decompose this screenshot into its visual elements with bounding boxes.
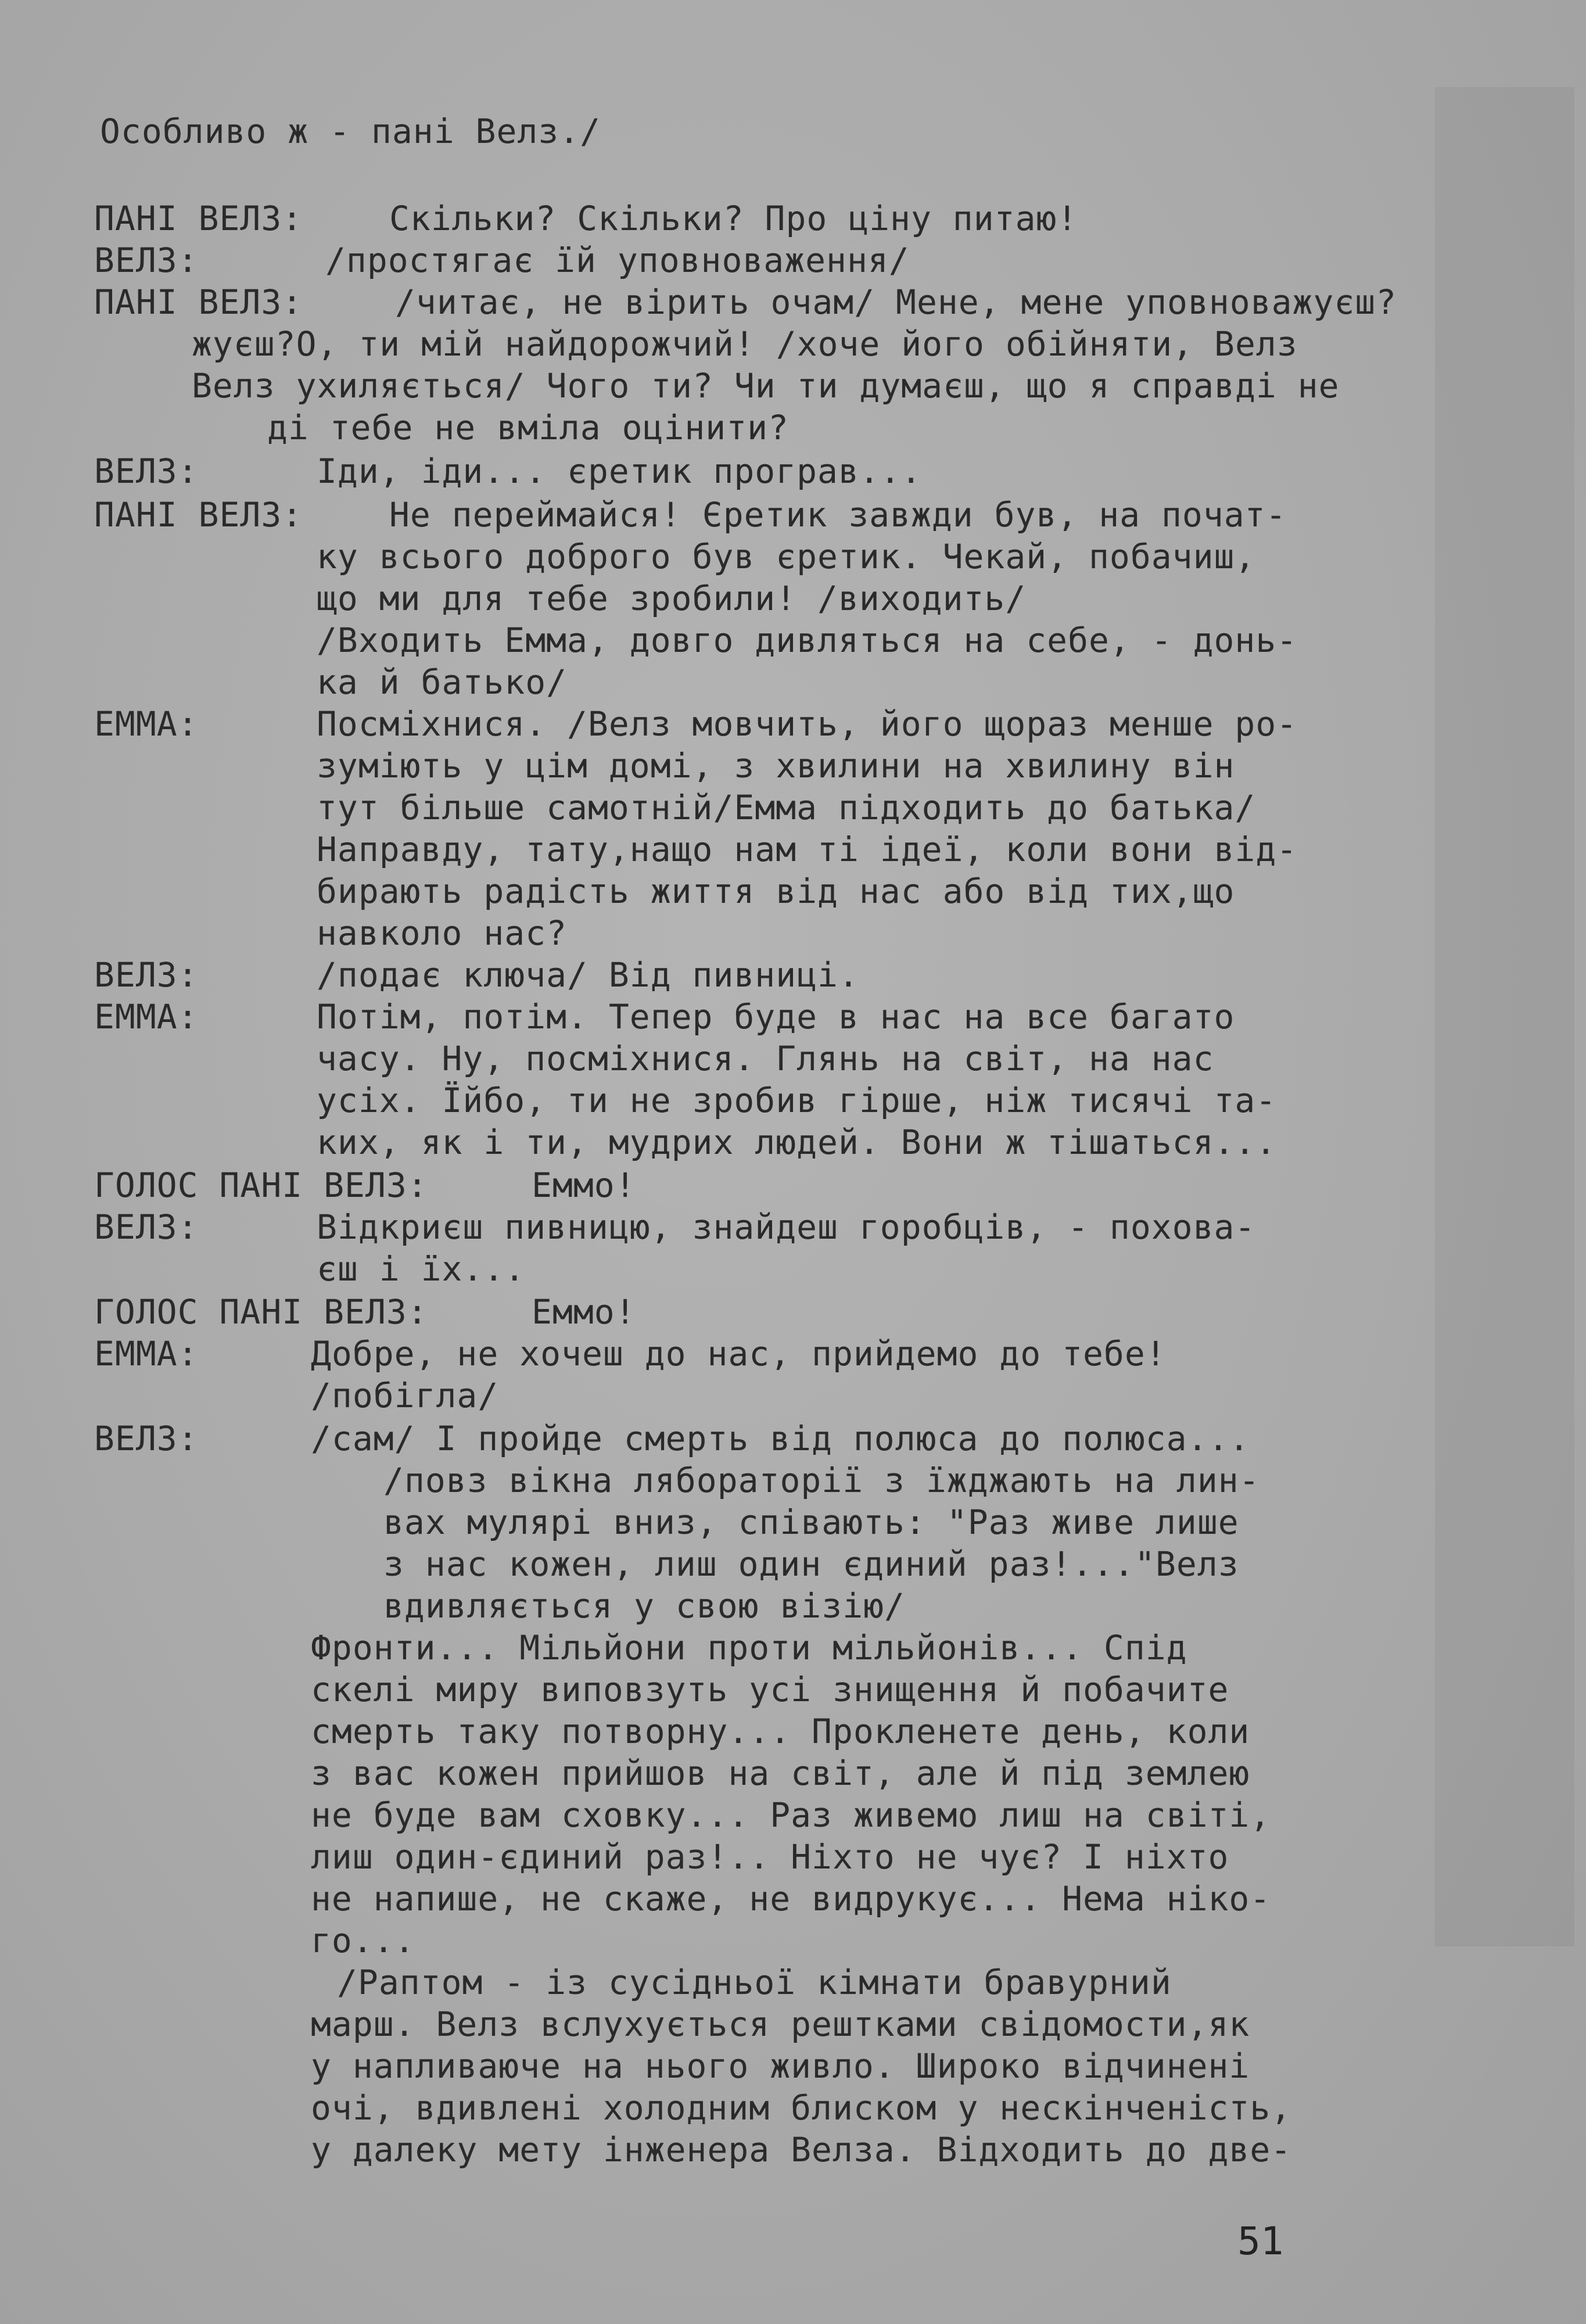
dialogue-text: Еммо! [532,1165,636,1205]
dialogue-text: єш і їх... [317,1249,526,1289]
stage-direction-text: вах мулярі вниз, співають: "Раз живе лише [383,1502,1239,1542]
dialogue-text: Не переймайся! Єретик завжди був, на почат- [389,495,1287,535]
dialogue-text: усіх. Їйбо, ти не зробив гірше, ніж тисячі та- [317,1081,1277,1120]
dialogue-text: тут більше самотній/Емма підходить до батька/ [317,788,1256,827]
dialogue-text: Направду, тату,нащо нам ті ідеї, коли вони від- [317,830,1298,869]
dialogue-text: Відкриєш пивницю, знайдеш горобців, - похова- [317,1207,1256,1247]
speaker-label: ВЕЛЗ: [94,1207,199,1247]
speaker-label: ЕММА: [94,704,199,744]
dialogue-text: Скільки? Скільки? Про ціну питаю! [389,199,1078,238]
monologue-text: го... [311,1921,415,1960]
stage-direction-text: у напливаюче на нього живло. Широко відчинені [311,2046,1250,2086]
monologue-text: скелі миру виповзуть усі знищення й побачите [311,1670,1229,1709]
dialogue-text: зуміють у цім домі, з хвилини на хвилину він [317,746,1235,786]
dialogue-text: жуєш?О, ти мій найдорожчий! /хоче його обійняти, Велз [192,324,1298,364]
monologue-text: смерть таку потворну... Прокленете день, коли [311,1712,1250,1751]
dialogue-text: /сам/ І пройде смерть від полюса до полюса... [311,1419,1250,1458]
stage-direction-text: очі, вдивлені холодним блиском у нескінченість, [311,2088,1292,2128]
dialogue-text: Потім, потім. Тепер буде в нас на все багато [317,997,1235,1037]
dialogue-text: ку всього доброго був єретик. Чекай, побачиш, [317,537,1256,576]
monologue-text: Фронти... Мільйони проти мільйонів... Спід [311,1628,1187,1667]
dialogue-text: /читає, не вірить очам/ Мене, мене уповноважуєш? [395,282,1397,322]
speaker-label: ВЕЛЗ: [94,1419,199,1458]
dialogue-text: Іди, іди... єретик програв... [317,451,922,491]
dialogue-text: /подає ключа/ Від пивниці. [317,955,859,995]
stage-direction-text: ка й батько/ [317,662,568,702]
stage-direction-text: марш. Велз вслухується рештками свідомости,як [311,2004,1250,2044]
dialogue-text: ких, як і ти, мудрих людей. Вони ж тішаться... [317,1122,1277,1162]
dialogue-text: бирають радість життя від нас або від тих,що [317,871,1235,911]
speaker-label: ЕММА: [94,997,199,1037]
page-number: 51 [1237,2219,1284,2264]
stage-direction-text: /Раптом - із сусідньої кімнати бравурний [337,1963,1172,2002]
dialogue-text: Добре, не хочеш до нас, прийдемо до тебе! [311,1334,1167,1373]
monologue-text: не напише, не скаже, не видрукує... Нема ніко- [311,1879,1271,1918]
dialogue-text: часу. Ну, посміхнися. Глянь на світ, на нас [317,1039,1214,1078]
bleed-through-shadow [1435,87,1574,1946]
monologue-text: лиш один-єдиний раз!.. Ніхто не чує? І ніхто [311,1837,1229,1877]
dialogue-text: /простягає їй уповноваження/ [325,241,910,280]
stage-direction-text: /Входить Емма, довго дивляться на себе, - донь- [317,621,1298,660]
speaker-label: ПАНІ ВЕЛЗ: [94,282,303,322]
stage-direction-text: з нас кожен, лиш один єдиний раз!..."Велз [383,1544,1239,1584]
speaker-label: ВЕЛЗ: [94,241,199,280]
speaker-label: ГОЛОС ПАНІ ВЕЛЗ: [94,1165,428,1205]
dialogue-text: що ми для тебе зробили! /виходить/ [317,579,1027,618]
speaker-label: ВЕЛЗ: [94,451,199,491]
stage-direction-text: у далеку мету інженера Велза. Відходить до две- [311,2130,1292,2169]
dialogue-text: Велз ухиляється/ Чого ти? Чи ти думаєш, що я справді не [192,366,1340,406]
dialogue-text: Посміхнися. /Велз мовчить, його щораз менше ро- [317,704,1298,744]
dialogue-text: ді тебе не вміла оцінити? [267,408,789,447]
speaker-label: ГОЛОС ПАНІ ВЕЛЗ: [94,1292,428,1332]
speaker-label: ПАНІ ВЕЛЗ: [94,495,303,535]
speaker-label: ЕММА: [94,1334,199,1373]
stage-direction-text: вдивляється у свою візію/ [383,1586,905,1626]
speaker-label: ПАНІ ВЕЛЗ: [94,199,303,238]
speaker-label: ВЕЛЗ: [94,955,199,995]
stage-direction-text: /повз вікна лябораторії з їжджають на лин- [383,1461,1260,1500]
dialogue-text: навколо нас? [317,913,568,953]
stage-direction-text: /побігла/ [311,1376,499,1415]
monologue-text: з вас кожен прийшов на світ, але й під землею [311,1753,1250,1793]
dialogue-text: Еммо! [532,1292,636,1332]
stage-direction-line: Особливо ж - пані Велз./ [100,112,601,151]
monologue-text: не буде вам сховку... Раз живемо лиш на світі, [311,1795,1271,1835]
